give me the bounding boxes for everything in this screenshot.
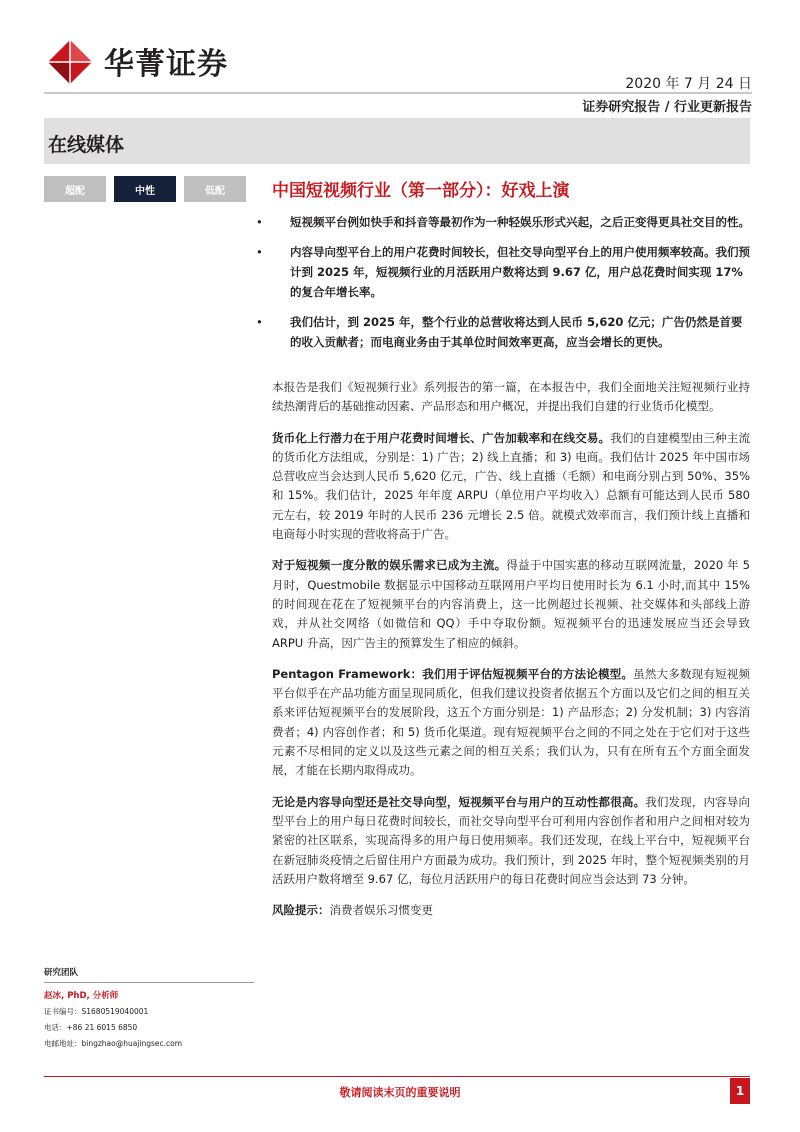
paragraph-lead: 货币化上行潜力在于用户花费时间增长、广告加载率和在线交易。 xyxy=(272,430,611,445)
rating-neutral: 中性 xyxy=(114,176,176,202)
rating-underweight: 低配 xyxy=(184,176,246,202)
paragraph-lead: Pentagon Framework：我们用于评估短视频平台的方法论模型。 xyxy=(272,666,634,681)
paragraph-intro xyxy=(272,378,750,417)
paragraph-text: 消费者娱乐习惯变更 xyxy=(329,903,433,918)
rating-overweight: 超配 xyxy=(44,176,106,202)
analyst-phone: 电话：+86 21 6015 6850 xyxy=(44,1023,138,1032)
key-point: • 短视频平台例如快手和抖音等最初作为一种轻娱乐形式兴起，之后正变得更具社交目的性。 xyxy=(272,212,750,232)
rating-selector xyxy=(44,176,254,202)
key-points xyxy=(272,212,750,362)
paragraph-framework xyxy=(272,665,750,781)
report-type: 证券研究报告 / 行业更新报告 xyxy=(582,100,752,115)
paragraph-lead: 对于短视频一度分散的娱乐需求已成为主流。 xyxy=(272,558,507,573)
paragraph-engagement xyxy=(272,793,750,889)
report-body xyxy=(272,378,750,932)
key-point: • 我们估计，到 2025 年，整个行业的总营收将达到人民币 5,620 亿元；广告仍然是首要的收入贡献者；而电商业务由于其单位时间效率更高，应当会增长的更快。 xyxy=(272,312,750,352)
company-logo xyxy=(44,36,228,86)
sector-title: 在线媒体 xyxy=(48,134,125,156)
paragraph-mainstream xyxy=(272,556,750,652)
footer-disclaimer: 敬请阅读末页的重要说明 xyxy=(339,1086,461,1099)
paragraph-text: 得益于中国实惠的移动互联网流量，2020 年 5 月时，Questmobile 数据显示中国移动互联网用户平均日使用时长为 6.1 小时,而其中 15%的时间现在花在了短视频平台的内容消费上，这一比例超过长视频、社交媒体和头部线上游戏，并从社交网络（如微信和 QQ）手中夺取份额。短视频平台的迅速发展应当还会导致 ARPU 升高，因广告主的预算发生了相应的倾斜。 xyxy=(272,558,750,650)
paragraph-lead: 风险提示： xyxy=(272,903,330,918)
analyst-cert: 证书编号：S1680519040001 xyxy=(44,1007,149,1016)
header-divider xyxy=(44,92,752,94)
report-date: 2020 年 7 月 24 日 xyxy=(625,76,752,92)
paragraph-lead: 无论是内容导向型还是社交导向型，短视频平台与用户的互动性都很高。 xyxy=(272,794,646,809)
analyst-name: 赵冰, PhD, 分析师 xyxy=(44,991,119,1001)
sector-banner xyxy=(44,118,750,164)
paragraph-risk xyxy=(272,901,750,920)
paragraph-text: 本报告是我们《短视频行业》系列报告的第一篇，在本报告中，我们全面地关注短视频行业持续热潮背后的基础推动因素、产品形态和用户概况，并提出我们自建的行业货币化模型。 xyxy=(272,380,750,414)
logo-mark-icon xyxy=(44,36,96,86)
page-number: 1 xyxy=(730,1078,750,1104)
paragraph-text: 虽然大多数现有短视频平台似乎在产品功能方面呈现同质化，但我们建议投资者依据五个方面以及它们之间的相互关系来评估短视频平台的发展阶段，这五个方面分别是：1) 产品形态；2) 分发机制；3) 内容消费者；4) 内容创作者；和 5) 货币化渠道。现有短视频平台之间的不同之处在于它们对于这些元素不尽相同的定义以及这些元素之间的相互关系；我们认为，只有在所有五个方面全面发展，才能在长期内取得成功。 xyxy=(272,666,751,778)
research-team xyxy=(44,966,254,1054)
footer-divider xyxy=(44,1076,750,1077)
report-title: 中国短视频行业（第一部分）：好戏上演 xyxy=(272,181,570,201)
analyst-email: 电邮地址：bingzhao@huajingsec.com xyxy=(44,1039,183,1048)
paragraph-monetization xyxy=(272,429,750,545)
paragraph-text: 我们发现，内容导向型平台上的用户每日花费时间较长，而社交导向型平台可利用内容创作者和用户之间相对较为紧密的社区联系，实现高得多的用户每日使用频率。我们还发现，在线上平台中，短视频平台在新冠肺炎疫情之后留住用户方面最为成功。我们预计，到 2025 年时，整个短视频类别的月活跃用户数将增至 9.67 亿，每位月活跃用户的每日花费时间应当会达到 73 分钟。 xyxy=(272,794,751,886)
key-point: • 内容导向型平台上的用户花费时间较长，但社交导向型平台上的用户使用频率较高。我们预计到 2025 年，短视频行业的月活跃用户数将达到 9.67 亿，用户总花费时间实现 17%的复合年增长率。 xyxy=(272,242,750,302)
paragraph-text: 我们的自建模型由三种主流的货币化方法组成，分别是：1) 广告；2) 线上直播；和 3) 电商。我们估计 2025 年中国市场总营收应当会达到人民币 5,620 亿元，广告、线上直播（毛额）和电商分别占到 50%、35%和 15%。我们估计，2025 年年度 ARPU（单位用户平均收入）总额有可能达到人民币 580 元左右，较 2019 年时的人民币 236 元增长 2.5 倍。就模式效率而言，我们预计线上直播和电商每小时实现的营收将高于广告。 xyxy=(272,430,751,542)
logo-text: 华菁证券 xyxy=(104,47,228,82)
team-heading: 研究团队 xyxy=(44,966,254,983)
